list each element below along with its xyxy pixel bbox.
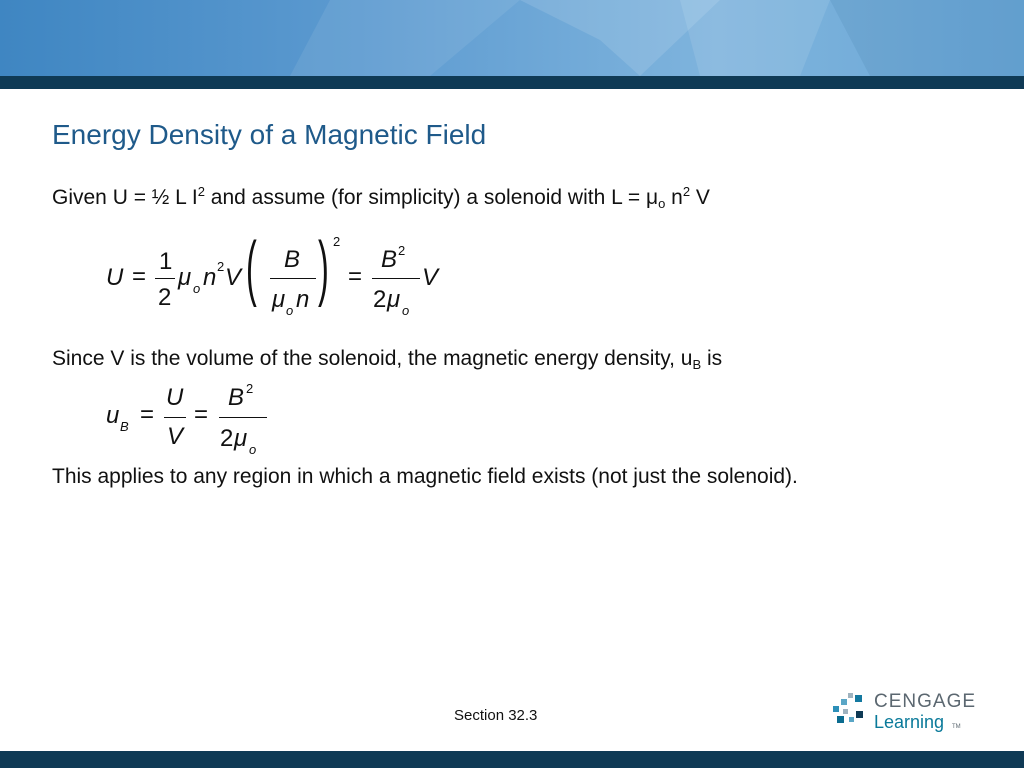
energy-density-equation [100,381,300,457]
eq1-n-squared: 2 [217,259,225,274]
eq1-equals-1: = [132,263,147,290]
slide-title: Energy Density of a Magnetic Field [52,119,487,150]
eq2-B: B [228,384,245,411]
eq2-u-sub-B: B [120,419,129,434]
given-text-b: and assume (for simplicity) a solenoid with L = [204,186,646,209]
eq1-equals-2: = [348,263,363,290]
given-sup-a: 2 [197,184,205,199]
cengage-logo [832,688,982,740]
since-text-a: Since V is the volume of the solenoid, the magnetic energy density, u [52,347,693,370]
given-sup-c: 2 [682,184,691,199]
eq1-left-paren: ( [246,228,257,308]
eq2-equals-1: = [140,401,155,428]
eq2-mu: μ [234,425,248,452]
energy-equation [100,228,460,322]
since-text-b: is [701,347,723,370]
eq2-V: V [167,423,184,450]
eq1-mu-den-sub: o [286,303,294,318]
eq1-outer-square: 2 [333,234,341,249]
eq1-n: n [203,264,217,291]
header-band [0,0,1024,76]
given-text-c: n [665,186,683,209]
given-line [52,186,710,210]
given-text-d: V [690,186,710,209]
eq1-mu-den: μ [272,286,286,313]
cengage-mark-icon [832,690,868,730]
given-mu-sub: o [658,196,666,211]
since-line [52,347,722,371]
applies-line: This applies to any region in which a magnetic field exists (not just the solenoid). [52,465,798,488]
eq1-B-num-square: 2 [398,243,406,258]
eq1-V-final: V [422,264,439,291]
eq1-U: U [106,264,124,291]
eq1-mu-den-final: μ [387,286,401,313]
eq1-mu-den-final-sub: o [402,303,410,318]
eq1-right-paren: ) [318,228,329,308]
header-decoration [0,0,1024,76]
eq2-frac-bar-b [219,417,267,418]
logo-brand-text: CENGAGE [874,691,977,712]
eq1-denominator-two: 2 [158,284,172,311]
eq1-mu-sub-o: o [193,281,201,296]
header-rule [0,76,1024,89]
eq1-mu: μ [178,264,192,291]
eq1-B-num: B [381,246,398,273]
eq2-B-square: 2 [246,381,254,396]
eq1-B: B [284,246,301,273]
eq1-frac-bar-final [372,278,420,279]
eq1-numerator-one: 1 [159,248,173,275]
eq2-mu-sub-o: o [249,442,257,457]
eq1-frac-bar-b [270,278,316,279]
eq1-two-den: 2 [373,286,387,313]
eq2-equals-2: = [194,401,209,428]
given-text-a: Given U = ½ L I [52,186,198,209]
section-label: Section 32.3 [454,707,538,724]
eq1-V: V [225,264,242,291]
eq1-frac-bar-half [155,278,175,279]
eq2-two: 2 [220,425,234,452]
eq2-U: U [166,384,184,411]
eq2-u: u [106,402,120,429]
since-sub-b: B [692,357,702,372]
given-mu: μ [645,186,659,209]
eq2-frac-bar-uv [164,417,186,418]
footer-rule [0,751,1024,768]
eq1-n-den: n [296,286,310,313]
logo-sub-text: Learning [874,712,945,732]
logo-trademark: TM [952,724,961,730]
